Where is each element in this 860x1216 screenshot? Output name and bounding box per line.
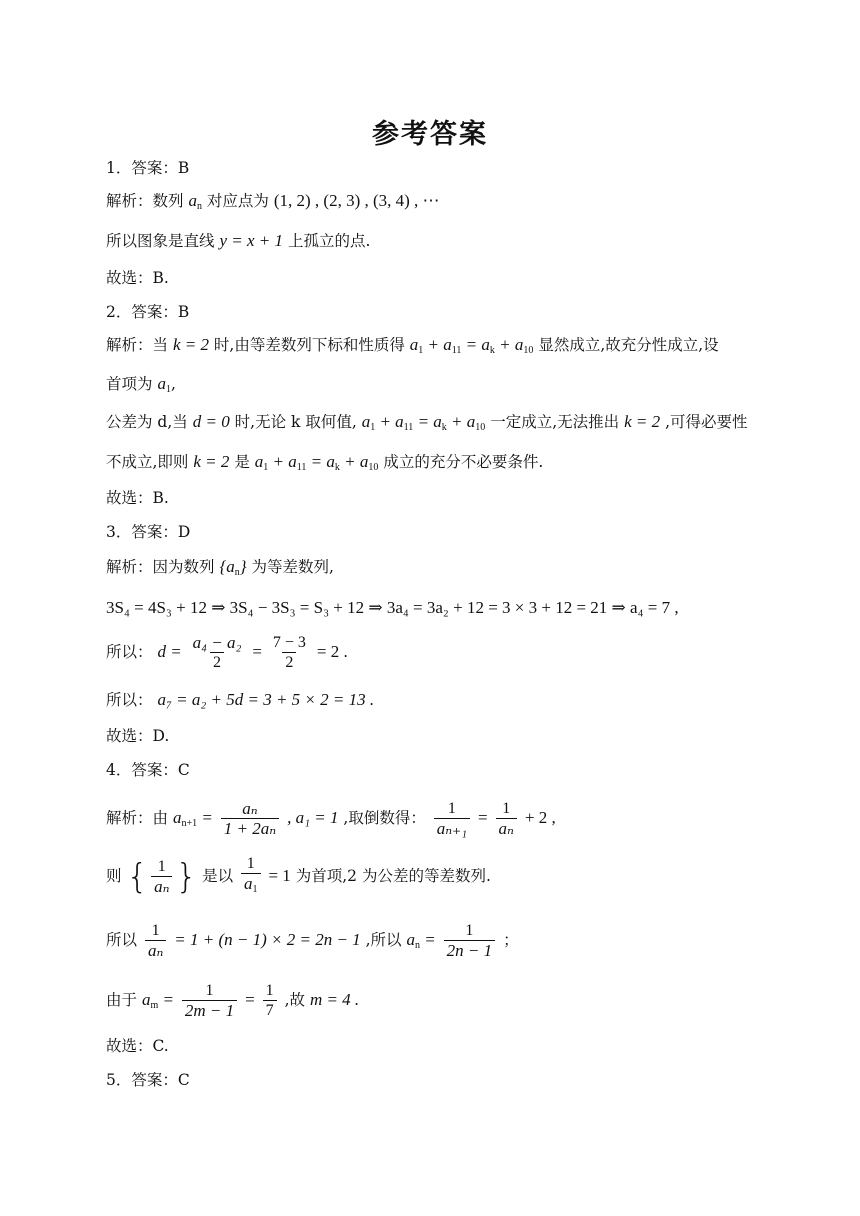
q2-line4: 不成立,即则 k = 2 是 $a_1 + a_{11} = a_k + a_{10}$ 成立的充分不必要条件. [106,452,544,473]
q1-line2: 所以图象是直线 y = x + 1 上孤立的点. [106,231,371,250]
q2-line2: 首项为 $a_1$, [106,374,176,395]
q4-line1: 解析：由 $a_{n+1}$ = $\frac{\text{aₙ}}{\text{1 + 2aₙ}}$ , a₁ = 1 ,取倒数得： $\frac{1}{\text{aₙ₊₁}}$ = $\frac{1}{\text{aₙ}}$ + 2 , [106,798,556,838]
q3-a7-calc: 所以： a₇ = a₂ + 5d = 3 + 5 × 2 = 13 . [106,690,375,709]
page-title: 参考答案 [372,119,488,150]
q1-explanation: 解析：数列 $a_n$ 对应点为 (1, 2) , (2, 3) , (3, 4) , ⋯ [106,191,440,212]
q3-answer: 3．答案：D [106,523,191,541]
q5-answer: 5．答案：C [106,1071,190,1089]
q2-line1: 解析：当 k = 2 时,由等差数列下标和性质得 $a_1 + a_{11} = a_k + a_{10}$ 显然成立,故充分性成立,设 [106,335,719,356]
q4-choice: 故选：C. [106,1037,169,1055]
q3-equation-chain: 3S₄ = 4S₃ + 12 ⇒ 3S₄ − 3S₃ = S₃ + 12 ⇒ 3a₄ = 3a₂ + 12 = 3 × 3 + 12 = 21 ⇒ a₄ = 7 , [106,598,679,617]
q2-choice: 故选：B. [106,489,169,507]
q4-line3: 所以 $\frac{1}{\text{aₙ}}$ = 1 + (n − 1) × 2 = 2n − 1 ,所以 $a_n$ = $\frac{1}{2n - 1}$ ； [106,921,519,960]
q4-answer: 4．答案：C [106,761,190,779]
q2-answer: 2．答案：B [106,303,190,321]
q1-choice: 故选：B. [106,269,169,287]
q2-line3: 公差为 d,当 d = 0 时,无论 k 取何值, $a_1 + a_{11} = a_k + a_{10}$ 一定成立,无法推出 k = 2 ,可得必要性 [106,412,748,433]
q1-answer: 1．答案：B [106,159,190,177]
q3-d-calc: 所以： d = $\frac{\text{a₄ − a₂}}{2}$ = $\frac{7 - 3}{2}$ = 2 . [106,632,348,671]
q3-line1: 解析：因为数列 $\{a_n\}$ 为等差数列, [106,557,334,578]
q4-line2: 则 { $\frac{1}{\text{aₙ}}$ } 是以 $\frac{1}{a_1}$ = 1 为首项,2 为公差的等差数列. [106,854,491,900]
q3-choice: 故选：D. [106,727,170,745]
q4-line4: 由于 $a_m$ = $\frac{1}{2m - 1}$ = $\frac{1}{7}$ ,故 m = 4 . [106,981,360,1020]
